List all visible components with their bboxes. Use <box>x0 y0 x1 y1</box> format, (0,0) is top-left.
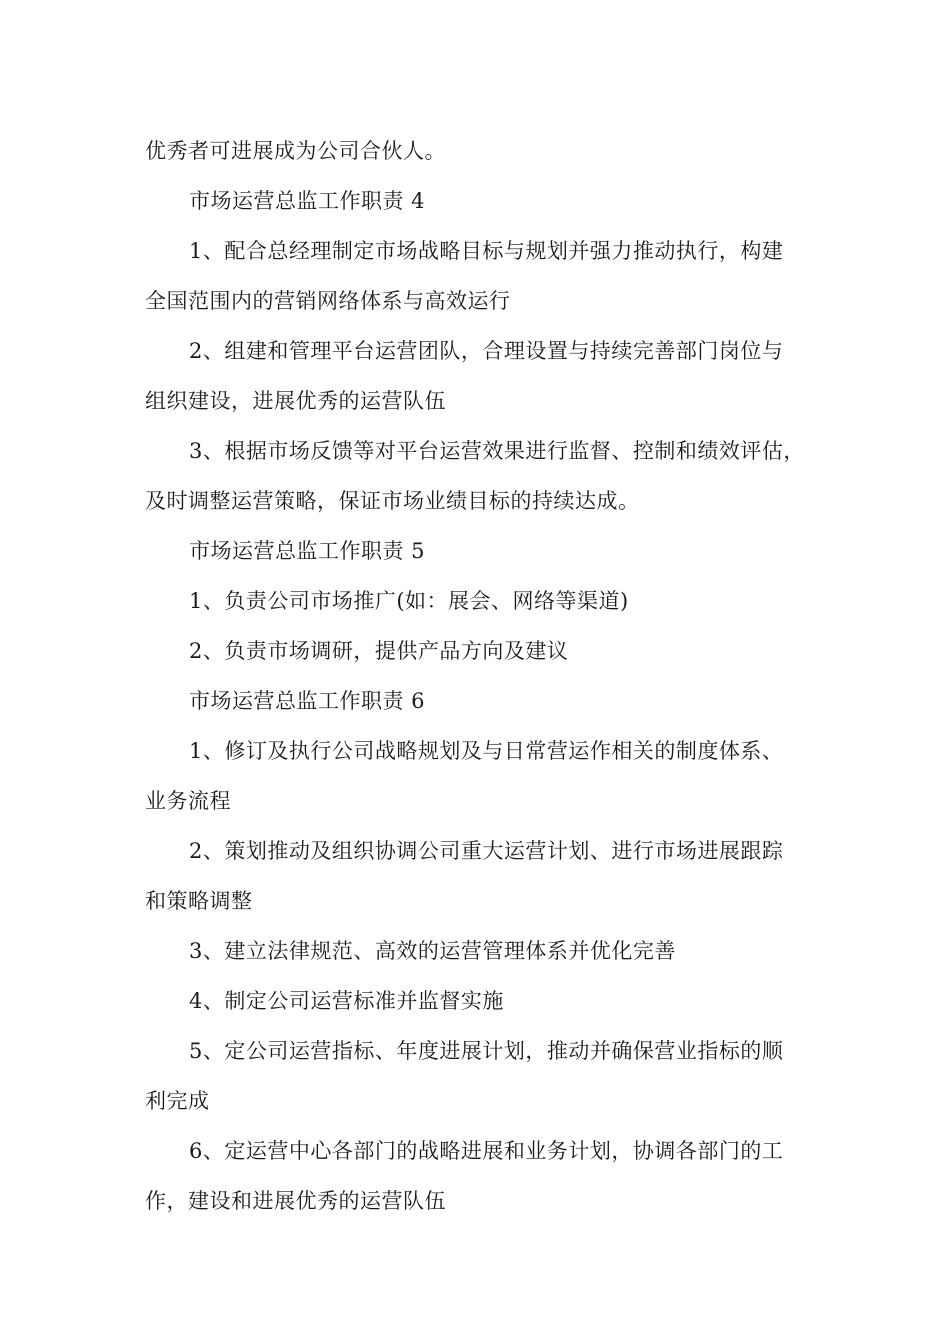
duty-6-5-line-1: 5、定公司运营指标、年度进展计划，推动并确保营业指标的顺 <box>189 1039 784 1063</box>
duty-6-2-line-1: 2、策划推动及组织协调公司重大运营计划、进行市场进展跟踪 <box>189 839 784 863</box>
duty-5-2: 2、负责市场调研，提供产品方向及建议 <box>189 639 569 663</box>
duty-6-5-line-2: 利完成 <box>145 1089 210 1113</box>
duty-4-3-line-2: 及时调整运营策略，保证市场业绩目标的持续达成。 <box>145 489 640 513</box>
duty-6-3: 3、建立法律规范、高效的运营管理体系并优化完善 <box>189 939 676 963</box>
duty-4-3-line-1: 3、根据市场反馈等对平台运营效果进行监督、控制和绩效评估， <box>189 439 805 463</box>
duty-6-4: 4、制定公司运营标准并监督实施 <box>189 989 504 1013</box>
duty-6-6-line-2: 作，建设和进展优秀的运营队伍 <box>145 1189 446 1213</box>
section-heading-5: 市场运营总监工作职责 5 <box>189 539 426 563</box>
duty-6-6-line-1: 6、定运营中心各部门的战略进展和业务计划，协调各部门的工 <box>189 1139 784 1163</box>
section-heading-6: 市场运营总监工作职责 6 <box>189 689 426 713</box>
section-heading-4: 市场运营总监工作职责 4 <box>189 189 426 213</box>
duty-6-1-line-1: 1、修订及执行公司战略规划及与日常营运作相关的制度体系、 <box>189 739 784 763</box>
duty-4-1-line-2: 全国范围内的营销网络体系与高效运行 <box>145 289 511 313</box>
duty-6-2-line-2: 和策略调整 <box>145 889 253 913</box>
duty-5-1: 1、负责公司市场推广(如：展会、网络等渠道) <box>189 589 629 613</box>
duty-4-2-line-2: 组织建设，进展优秀的运营队伍 <box>145 389 446 413</box>
duty-6-1-line-2: 业务流程 <box>145 789 231 813</box>
duty-4-1-line-1: 1、配合总经理制定市场战略目标与规划并强力推动执行，构建 <box>189 239 784 263</box>
duty-4-2-line-1: 2、组建和管理平台运营团队，合理设置与持续完善部门岗位与 <box>189 339 784 363</box>
paragraph-continuation: 优秀者可进展成为公司合伙人。 <box>145 139 446 163</box>
